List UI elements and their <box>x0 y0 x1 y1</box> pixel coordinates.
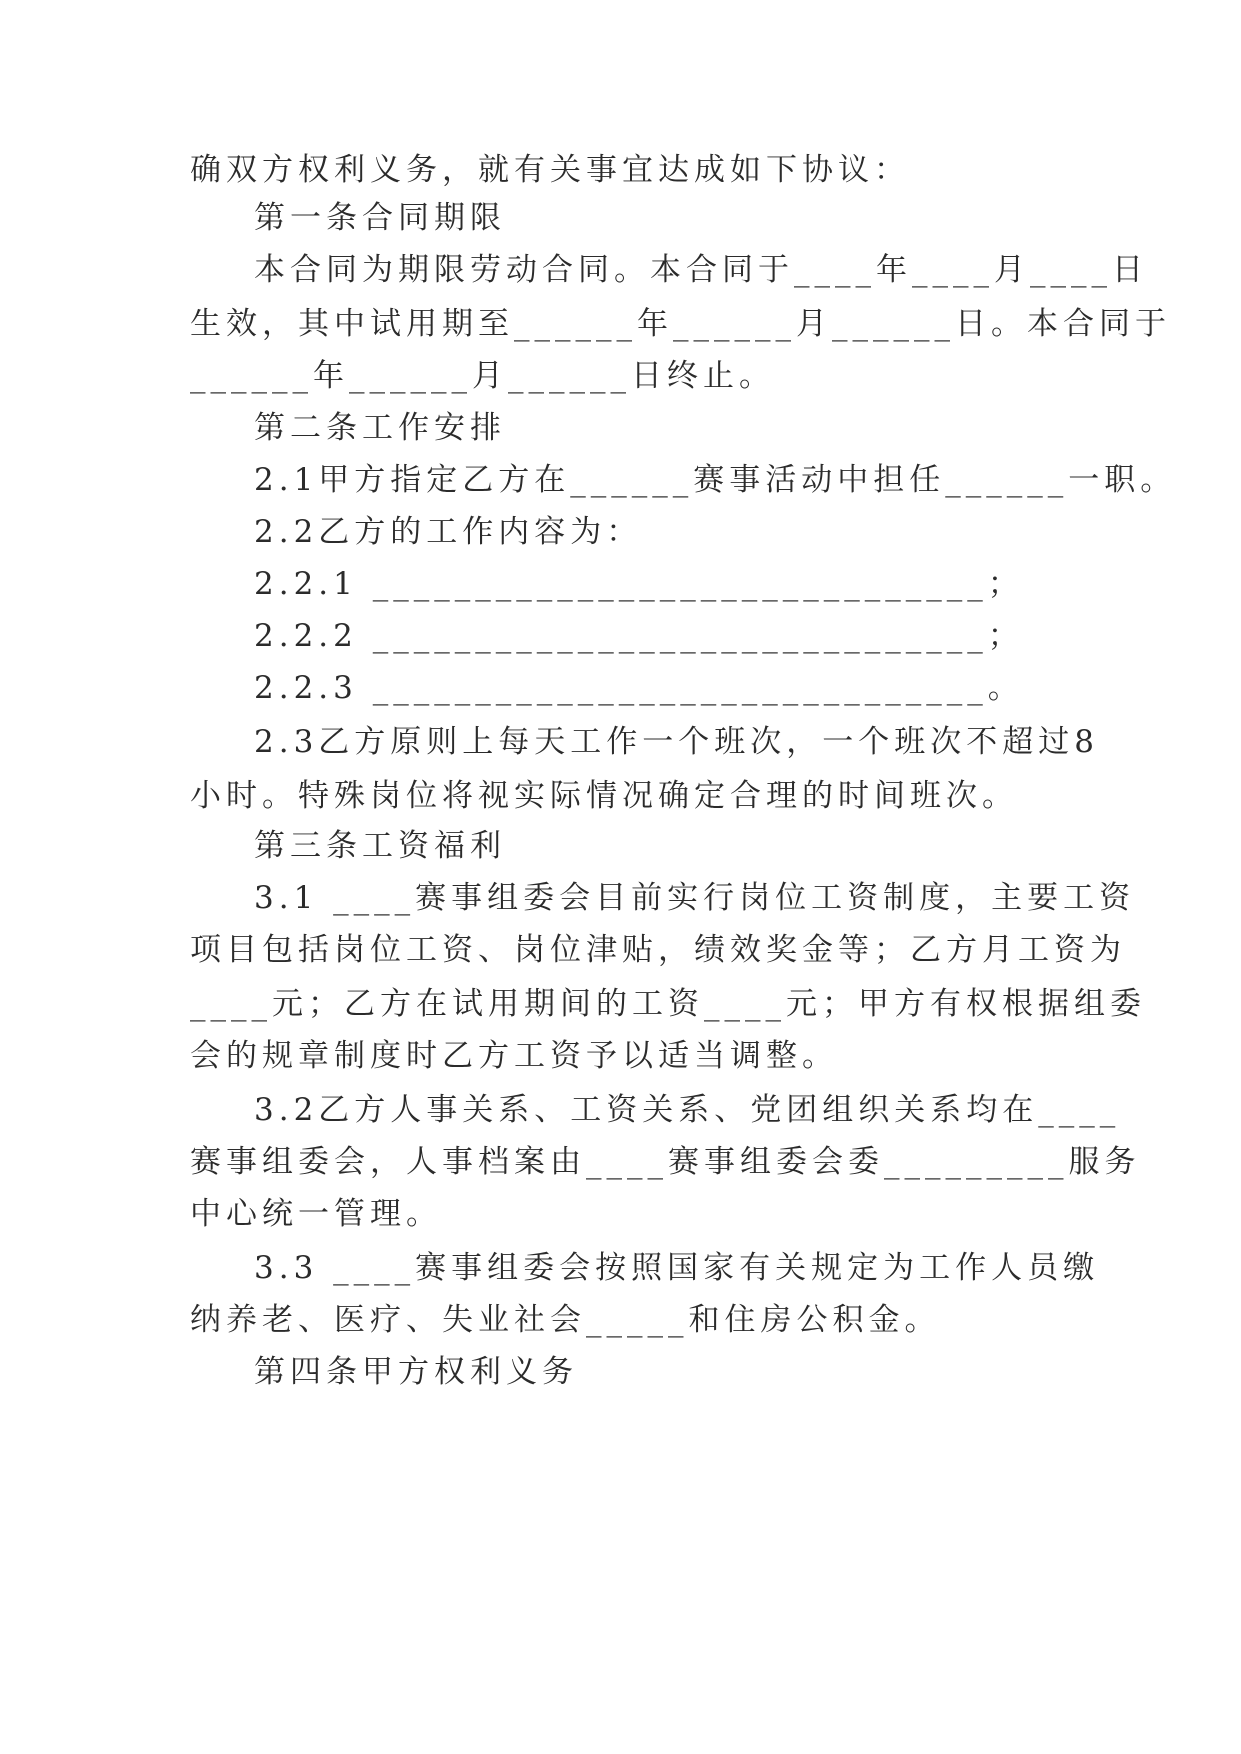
text-line: 会的规章制度时乙方工资予以适当调整。 <box>190 1038 838 1074</box>
text-line: 2.3乙方原则上每天工作一个班次，一个班次不超过8 <box>254 724 1100 760</box>
text-line: 2.1甲方指定乙方在______赛事活动中担任______一职。 <box>254 462 1177 498</box>
text-line: 2.2.1 ______________________________； <box>254 566 1024 602</box>
text-line: 纳养老、医疗、失业社会_____和住房公积金。 <box>190 1302 941 1338</box>
text-line: ____元；乙方在试用期间的工资____元；甲方有权根据组委 <box>190 986 1146 1022</box>
text-line: 确双方权利义务，就有关事宜达成如下协议： <box>190 152 910 188</box>
text-line: 本合同为期限劳动合同。本合同于____年____月____日 <box>254 252 1148 288</box>
text-line: 2.2.3 ______________________________。 <box>254 670 1024 706</box>
text-line: ______年______月______日终止。 <box>190 358 775 394</box>
section-heading: 第三条工资福利 <box>254 828 506 864</box>
text-line: 生效，其中试用期至______年______月______日。本合同于 <box>190 306 1171 342</box>
text-line: 3.3 ____赛事组委会按照国家有关规定为工作人员缴 <box>254 1250 1100 1286</box>
text-line: 小时。特殊岗位将视实际情况确定合理的时间班次。 <box>190 778 1018 814</box>
text-line: 2.2乙方的工作内容为： <box>254 514 643 550</box>
text-line: 赛事组委会，人事档案由____赛事组委会委_________服务 <box>190 1144 1141 1180</box>
text-line: 中心统一管理。 <box>190 1196 442 1232</box>
text-line: 3.1 ____赛事组委会目前实行岗位工资制度，主要工资 <box>254 880 1136 916</box>
text-line: 2.2.2 ______________________________； <box>254 618 1024 654</box>
text-line: 3.2乙方人事关系、工资关系、党团组织关系均在____ <box>254 1092 1121 1128</box>
section-heading: 第四条甲方权利义务 <box>254 1354 578 1390</box>
section-heading: 第一条合同期限 <box>254 200 506 236</box>
text-line: 项目包括岗位工资、岗位津贴，绩效奖金等；乙方月工资为 <box>190 932 1126 968</box>
section-heading: 第二条工作安排 <box>254 410 506 446</box>
